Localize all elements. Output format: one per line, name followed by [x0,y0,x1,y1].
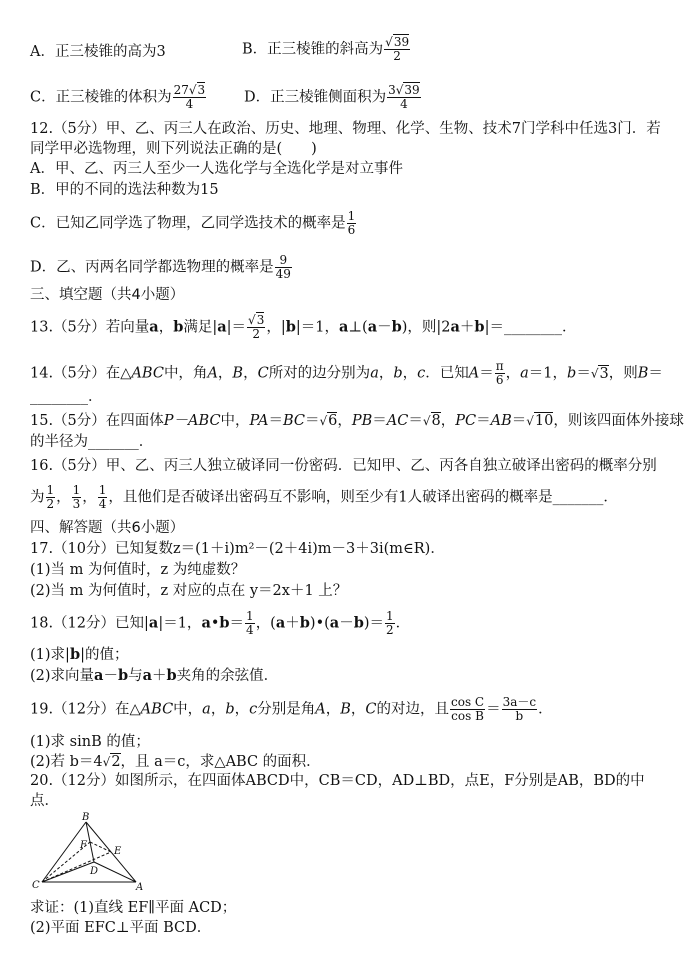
section-3-heading: 三、填空题（共4小题） [30,287,185,303]
fraction: $\frac{3a-c}{b}$ [502,695,537,723]
q15-line2: 的半径为_______． [30,434,154,450]
section-4-heading: 四、解答题（共6小题） [30,520,185,536]
q20-line1: 20.（12分）如图所示，在四面体ABCD中，CB＝CD，AD⊥BD，点E，F分别是AB，BD的中 [30,773,645,789]
q11-option-a: A．正三棱锥的高为3 [30,44,166,60]
q19-sub1: (1)求 sinB 的值； [30,734,150,750]
fraction: $\frac{\pi}{6}$ [495,359,504,387]
q11-option-b: B．正三棱锥的斜高为 $\frac{√39}{2}$ [242,35,410,63]
q18-sub2: (2)求向量a－b与a＋b夹角的余弦值． [30,667,279,684]
q18-line1: 18.（12分）已知|a|＝1，a•b＝ $\frac{1}{4}$ ，(a＋b)•(a－b)＝ $\frac{1}{2}$ ． [30,609,411,637]
fraction: $\frac{\text{cos C}}{\text{cos B}}$ [451,695,485,723]
q13: 13.（5分）若向量a，b满足|a|＝ $\frac{√3}{2}$ ，|b|＝1，a⊥(a－b)，则|2a＋b|＝________． [30,313,577,341]
label-e: E [114,846,122,857]
fraction: $\frac{1}{6}$ [347,209,356,237]
fraction: $\frac{1}{3}$ [72,483,81,511]
q18-sub1: (1)求|b|的值； [30,646,129,663]
edge-bc [42,822,86,882]
fraction: $\frac{√3}{2}$ [248,313,265,341]
q14-line1: 14.（5分）在△ABC中，角A，B，C所对的边分别为a，b，c．已知A＝ $\frac{\pi}{6}$ ，a＝1，b＝√3，则B＝ [30,359,663,387]
q12-option-d: D．乙、丙两名同学都选物理的概率是 $\frac{9}{49}$ [30,253,291,281]
q17-line1: 17.（10分）已知复数z＝(1＋i)m²－(2＋4i)m－3＋3i(m∈R)． [30,541,445,557]
tetrahedron-figure [30,810,150,895]
q19-line1: 19.（12分）在△ABC中，a，b，c分别是角A，B，C的对边，且 $\frac{\text{cos C}}{\text{cos B}}$ ＝ $\frac{3a-c}{b}$ ． [30,695,553,723]
fraction: $\frac{3√39}{4}$ [388,83,420,111]
segment-ce [42,852,111,882]
fraction: $\frac{1}{2}$ [386,609,394,637]
q17-sub1: (1)当 m 为何值时，z 为纯虚数？ [30,562,246,578]
label-a: A [136,882,144,893]
q12-line1: 12.（5分）甲、乙、丙三人在政治、历史、地理、物理、化学、生物、技术7门学科中任选3门．若 [30,121,661,137]
q14-line2: ________． [30,389,103,405]
q17-sub2: (2)当 m 为何值时，z 对应的点在 y＝2x＋1 上？ [30,583,348,599]
segment-fe [90,842,111,852]
q15-line1: 15.（5分）在四面体P－ABC中，PA＝BC＝√6，PB＝AC＝√8，PC＝AB＝√10，则该四面体外接球 [30,413,684,429]
fraction: $\frac{27√3}{4}$ [173,83,206,111]
fraction: $\frac{9}{49}$ [275,253,291,281]
label-c: C [32,880,40,891]
fraction: $\frac{1}{2}$ [46,483,55,511]
q16-line2: 为 $\frac{1}{2}$ ， $\frac{1}{3}$ ， $\frac{1}{4}$ ，且他们是否破译出密码互不影响，则至少有1人破译出密码的概率是_______． [30,483,618,511]
q11-option-c: C．正三棱锥的体积为 $\frac{27√3}{4}$ [30,83,206,111]
fraction: $\frac{1}{4}$ [246,609,254,637]
edge-bd [86,822,94,862]
q20-proof1: 求证：(1)直线 EF∥平面 ACD； [30,900,237,916]
fraction: $\frac{√39}{2}$ [385,35,410,63]
q12-option-c: C．已知乙同学选了物理，乙同学选技术的概率是 $\frac{1}{6}$ [30,209,356,237]
fraction: $\frac{1}{4}$ [98,483,107,511]
label-f: F [80,840,87,851]
q12-option-b: B．甲的不同的选法种数为15 [30,182,219,198]
q11-option-d: D．正三棱锥侧面积为 $\frac{3√39}{4}$ [244,83,420,111]
label-d: D [90,866,99,877]
q16-line1: 16.（5分）甲、乙、丙三人独立破译同一份密码．已知甲、乙、丙各自独立破译出密码的概率分别 [30,458,657,474]
edge-da [94,862,136,882]
q12-option-a: A．甲、乙、丙三人至少一人选化学与全选化学是对立事件 [30,161,403,177]
q20-line2: 点． [30,793,59,809]
q20-proof2: (2)平面 EFC⊥平面 BCD． [30,920,212,936]
label-b: B [82,812,90,823]
q12-line2: 同学甲必选物理，则下列说法正确的是( ) [30,141,317,157]
q19-sub2: (2)若 b＝4√2，且 a＝c，求△ABC 的面积． [30,754,321,770]
